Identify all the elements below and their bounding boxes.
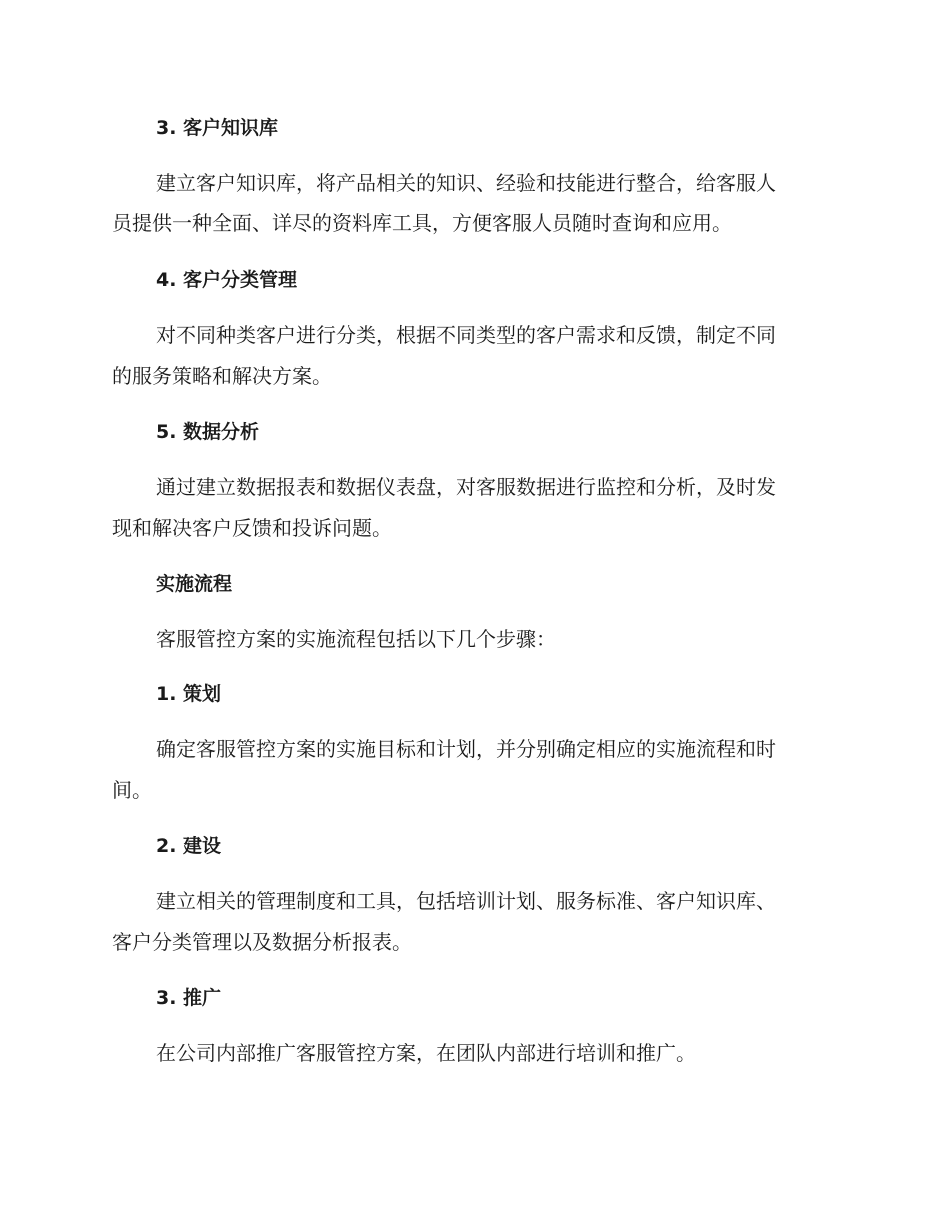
paragraph-line: 对不同种类客户进行分类，根据不同类型的客户需求和反馈，制定不同 xyxy=(156,323,776,347)
paragraph-line: 客服管控方案的实施流程包括以下几个步骤： xyxy=(156,627,556,651)
paragraph-line: 建立相关的管理制度和工具，包括培训计划、服务标准、客户知识库、 xyxy=(156,889,776,913)
section-heading: 3. 客户知识库 xyxy=(156,117,279,139)
paragraph-line: 确定客服管控方案的实施目标和计划，并分别确定相应的实施流程和时 xyxy=(156,737,776,761)
section-heading: 5. 数据分析 xyxy=(156,421,260,443)
section-heading: 3. 推广 xyxy=(156,987,222,1009)
paragraph-line: 客户分类管理以及数据分析报表。 xyxy=(112,930,412,954)
paragraph-line: 在公司内部推广客服管控方案，在团队内部进行培训和推广。 xyxy=(156,1041,696,1065)
paragraph-line: 建立客户知识库，将产品相关的知识、经验和技能进行整合，给客服人 xyxy=(156,171,776,195)
section-heading: 实施流程 xyxy=(156,573,233,595)
section-heading: 1. 策划 xyxy=(156,683,222,705)
paragraph-line: 现和解决客户反馈和投诉问题。 xyxy=(112,516,392,540)
paragraph-line: 通过建立数据报表和数据仪表盘，对客服数据进行监控和分析，及时发 xyxy=(156,475,776,499)
section-heading: 4. 客户分类管理 xyxy=(156,269,298,291)
paragraph-line: 员提供一种全面、详尽的资料库工具，方便客服人员随时查询和应用。 xyxy=(112,211,732,235)
paragraph-line: 的服务策略和解决方案。 xyxy=(112,364,332,388)
section-heading: 2. 建设 xyxy=(156,835,222,857)
paragraph-line: 间。 xyxy=(112,778,152,802)
